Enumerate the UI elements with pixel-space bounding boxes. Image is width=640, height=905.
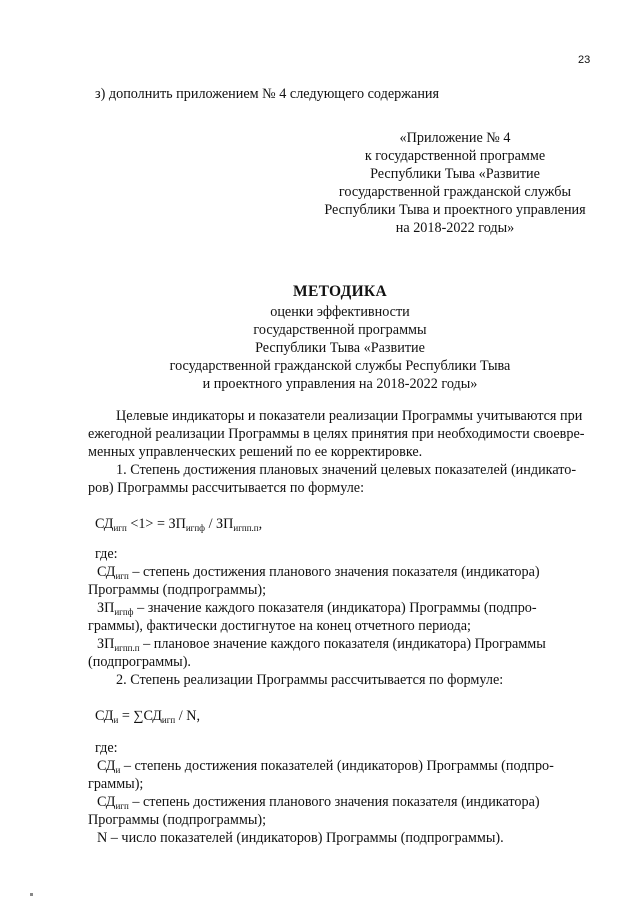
- where-label: где:: [95, 740, 118, 756]
- annex-header: [270, 129, 640, 237]
- formula-subscript: игпф: [185, 523, 206, 533]
- title-line: государственной программы: [253, 322, 427, 338]
- formula-term: СД: [95, 516, 114, 532]
- definition-subscript: и: [115, 765, 121, 775]
- title-heading: МЕТОДИКА: [293, 283, 387, 300]
- title-line: государственной гражданской службы Республики Тыва: [169, 358, 511, 374]
- definition-term: ЗП: [97, 636, 115, 652]
- definition-term: СД: [97, 794, 116, 810]
- definition-subscript: игп: [115, 801, 129, 811]
- definition-subscript: игпп.п: [114, 643, 140, 653]
- annex-line: государственной гражданской службы: [338, 184, 572, 200]
- definition-term: ЗП: [97, 600, 115, 616]
- definition-subscript: игп: [115, 571, 129, 581]
- formula-1: [95, 515, 262, 537]
- annex-line: Республики Тыва «Развитие: [370, 166, 540, 182]
- page-number: 23: [578, 54, 591, 66]
- definition-line: (подпрограммы).: [88, 654, 191, 670]
- annex-line: на 2018-2022 годы»: [395, 220, 515, 236]
- intro-line: з) дополнить приложением № 4 следующего содержания: [95, 86, 440, 102]
- formula-2: [95, 707, 200, 729]
- formula-term: / N,: [175, 708, 201, 724]
- formula-subscript: игп: [113, 523, 127, 533]
- annex-line: к государственной программе: [364, 148, 546, 164]
- definition-text: – степень достижения показателей (индикаторов) Программы (подпро-: [120, 758, 554, 774]
- formula-term: / ЗП: [205, 516, 234, 532]
- formula-term: <1> = ЗП: [126, 516, 186, 532]
- definition-text: – степень достижения планового значения показателя (индикатора): [128, 794, 540, 810]
- title-line: оценки эффективности: [270, 304, 410, 320]
- definition-line: граммы), фактически достигнутое на конец отчетного периода;: [88, 618, 471, 634]
- title-line: и проектного управления на 2018-2022 годы»: [202, 376, 478, 392]
- paragraph-line: ров) Программы рассчитывается по формуле:: [88, 480, 365, 496]
- paragraph-line: 2. Степень реализации Программы рассчитывается по формуле:: [116, 672, 504, 688]
- definition-line: Программы (подпрограммы);: [88, 582, 267, 598]
- definition-text: – степень достижения планового значения показателя (индикатора): [128, 564, 540, 580]
- formula-term: = ∑СД: [118, 708, 162, 724]
- formula-subscript: игпп.п: [233, 523, 259, 533]
- annex-line: «Приложение № 4: [399, 130, 511, 146]
- paragraph-line: Целевые индикаторы и показатели реализации Программы учитываются при: [116, 408, 583, 424]
- formula-subscript: игп: [161, 715, 176, 725]
- definition-text: – плановое значение каждого показателя (индикатора) Программы: [139, 636, 546, 652]
- formula-term: ,: [258, 516, 263, 532]
- definition-subscript: игпф: [114, 607, 134, 617]
- formula-term: СД: [95, 708, 114, 724]
- paragraph-line: 1. Степень достижения плановых значений целевых показателей (индикато-: [116, 462, 577, 478]
- annex-line: Республики Тыва и проектного управления: [324, 202, 586, 218]
- definition-line: [97, 757, 554, 779]
- definition-text: – значение каждого показателя (индикатора) Программы (подпро-: [133, 600, 537, 616]
- definition-line: граммы);: [88, 776, 144, 792]
- paragraph-line: ежегодной реализации Программы в целях принятия при необходимости своевре-: [88, 426, 585, 442]
- paragraph-line: менных управленческих решений по ее корректировке.: [88, 444, 423, 460]
- definition-term: СД: [97, 758, 116, 774]
- formula-subscript: и: [113, 715, 119, 725]
- definition-term: СД: [97, 564, 116, 580]
- scan-artifact: [30, 893, 33, 896]
- definition-line: N – число показателей (индикаторов) Программы (подпрограммы).: [97, 830, 504, 846]
- title-line: Республики Тыва «Развитие: [255, 340, 425, 356]
- where-label: где:: [95, 546, 118, 562]
- methodology-title: [90, 283, 590, 393]
- definition-line: Программы (подпрограммы);: [88, 812, 267, 828]
